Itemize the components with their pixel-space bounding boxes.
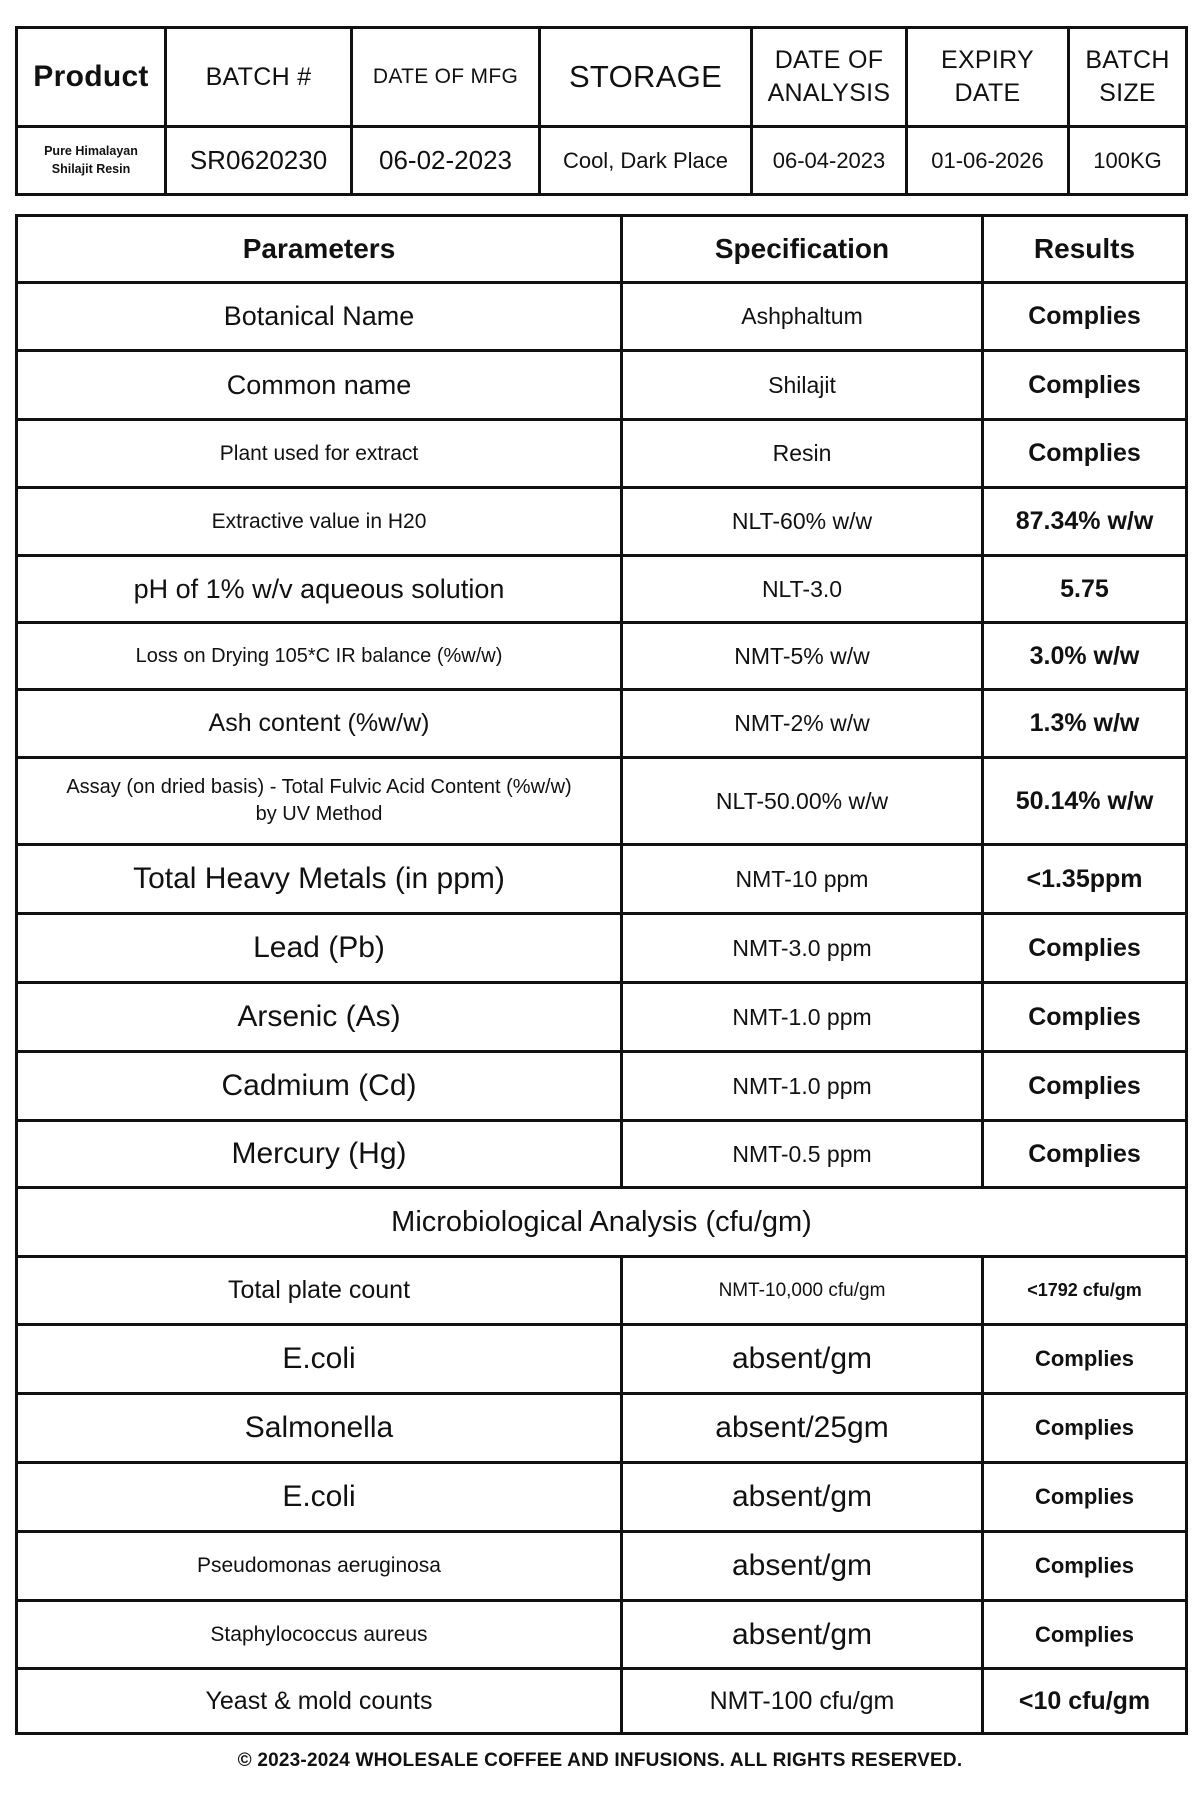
table-row — [17, 556, 1187, 623]
storage-value: Cool, Dark Place — [540, 127, 752, 195]
header-batch-size — [1069, 28, 1187, 127]
summary-value-row — [17, 127, 1187, 195]
table-row — [17, 983, 1187, 1052]
specification-cell: NMT-100 cfu/gm — [622, 1669, 983, 1734]
result-cell: Complies — [983, 351, 1187, 420]
parameter-cell: Common name — [17, 351, 622, 420]
result-cell: Complies — [983, 1121, 1187, 1188]
header-parameters: Parameters — [17, 216, 622, 283]
specification-cell: NMT-1.0 ppm — [622, 983, 983, 1052]
result-cell: Complies — [983, 420, 1187, 488]
parameter-cell: Assay (on dried basis) - Total Fulvic Acid Content (%w/w) by UV Method — [17, 758, 622, 845]
specification-cell: Ashphaltum — [622, 283, 983, 351]
header-batch-size-label: BATCH SIZE — [1085, 46, 1170, 107]
parameter-cell: Yeast & mold counts — [17, 1669, 622, 1734]
table-row — [17, 420, 1187, 488]
result-cell: Complies — [983, 1052, 1187, 1121]
parameter-cell: Ash content (%w/w) — [17, 690, 622, 758]
table-row — [17, 1601, 1187, 1669]
result-cell: 1.3% w/w — [983, 690, 1187, 758]
specification-cell: NLT-50.00% w/w — [622, 758, 983, 845]
specification-cell: NMT-1.0 ppm — [622, 1052, 983, 1121]
specification-cell: absent/gm — [622, 1532, 983, 1601]
parameter-cell: Lead (Pb) — [17, 914, 622, 983]
specification-cell: absent/gm — [622, 1463, 983, 1532]
date-of-mfg-value: 06-02-2023 — [352, 127, 540, 195]
specification-cell: absent/25gm — [622, 1394, 983, 1463]
specification-cell: absent/gm — [622, 1601, 983, 1669]
specification-cell: NMT-5% w/w — [622, 623, 983, 690]
product-name-line1: Pure Himalayan — [44, 144, 138, 158]
table-row — [17, 283, 1187, 351]
result-cell: Complies — [983, 1463, 1187, 1532]
specification-cell: NMT-3.0 ppm — [622, 914, 983, 983]
result-cell: Complies — [983, 1325, 1187, 1394]
header-date-of-mfg: DATE OF MFG — [352, 28, 540, 127]
specification-cell: absent/gm — [622, 1325, 983, 1394]
table-row — [17, 1052, 1187, 1121]
table-row — [17, 1325, 1187, 1394]
result-cell: Complies — [983, 914, 1187, 983]
batch-summary-table — [15, 26, 1188, 196]
product-name — [17, 127, 166, 195]
parameter-cell: Extractive value in H20 — [17, 488, 622, 556]
header-date-of-analysis-label: DATE OF ANALYSIS — [767, 46, 891, 107]
table-row — [17, 1121, 1187, 1188]
parameter-cell: Total plate count — [17, 1257, 622, 1325]
table-row — [17, 845, 1187, 914]
result-cell: <10 cfu/gm — [983, 1669, 1187, 1734]
summary-header-row — [17, 28, 1187, 127]
batch-number-value: SR0620230 — [166, 127, 352, 195]
specification-cell: NLT-60% w/w — [622, 488, 983, 556]
parameter-cell: Mercury (Hg) — [17, 1121, 622, 1188]
table-row — [17, 758, 1187, 845]
batch-size-value: 100KG — [1069, 127, 1187, 195]
parameter-cell: E.coli — [17, 1325, 622, 1394]
parameter-cell: Staphylococcus aureus — [17, 1601, 622, 1669]
parameter-cell: pH of 1% w/v aqueous solution — [17, 556, 622, 623]
header-batch-number: BATCH # — [166, 28, 352, 127]
header-expiry-date — [907, 28, 1069, 127]
result-cell: 3.0% w/w — [983, 623, 1187, 690]
parameter-cell: Salmonella — [17, 1394, 622, 1463]
parameter-cell: Arsenic (As) — [17, 983, 622, 1052]
result-cell: Complies — [983, 983, 1187, 1052]
specification-cell: Resin — [622, 420, 983, 488]
specification-cell: Shilajit — [622, 351, 983, 420]
result-cell: Complies — [983, 1601, 1187, 1669]
table-row — [17, 1669, 1187, 1734]
specification-cell: NMT-0.5 ppm — [622, 1121, 983, 1188]
header-storage: STORAGE — [540, 28, 752, 127]
result-cell: 50.14% w/w — [983, 758, 1187, 845]
table-row — [17, 914, 1187, 983]
analysis-table — [15, 214, 1188, 1735]
expiry-date-value: 01-06-2026 — [907, 127, 1069, 195]
copyright-footer: © 2023-2024 WHOLESALE COFFEE AND INFUSIONS. ALL RIGHTS RESERVED. — [237, 1750, 963, 1771]
header-expiry-date-label: EXPIRY DATE — [940, 46, 1035, 107]
table-row — [17, 1463, 1187, 1532]
microbiological-section-title: Microbiological Analysis (cfu/gm) — [17, 1188, 1187, 1257]
table-row — [17, 488, 1187, 556]
result-cell: Complies — [983, 283, 1187, 351]
date-of-analysis-value: 06-04-2023 — [752, 127, 907, 195]
parameter-cell: Botanical Name — [17, 283, 622, 351]
parameter-cell: Cadmium (Cd) — [17, 1052, 622, 1121]
parameter-cell: Loss on Drying 105*C IR balance (%w/w) — [17, 623, 622, 690]
specification-cell: NMT-2% w/w — [622, 690, 983, 758]
parameter-cell: Total Heavy Metals (in ppm) — [17, 845, 622, 914]
table-row — [17, 623, 1187, 690]
product-name-line2: Shilajit Resin — [51, 161, 131, 176]
specification-cell: NMT-10 ppm — [622, 845, 983, 914]
header-date-of-analysis — [752, 28, 907, 127]
table-row — [17, 1257, 1187, 1325]
table-row — [17, 1532, 1187, 1601]
header-product: Product — [17, 28, 166, 127]
result-cell: Complies — [983, 1532, 1187, 1601]
analysis-header-row — [17, 216, 1187, 283]
table-row — [17, 351, 1187, 420]
parameter-cell: E.coli — [17, 1463, 622, 1532]
table-row — [17, 1394, 1187, 1463]
result-cell: <1792 cfu/gm — [983, 1257, 1187, 1325]
result-cell: 5.75 — [983, 556, 1187, 623]
result-cell: <1.35ppm — [983, 845, 1187, 914]
specification-cell: NMT-10,000 cfu/gm — [622, 1257, 983, 1325]
result-cell: 87.34% w/w — [983, 488, 1187, 556]
section-header-row — [17, 1188, 1187, 1257]
header-results: Results — [983, 216, 1187, 283]
result-cell: Complies — [983, 1394, 1187, 1463]
parameter-cell: Plant used for extract — [17, 420, 622, 488]
table-row — [17, 690, 1187, 758]
specification-cell: NLT-3.0 — [622, 556, 983, 623]
header-specification: Specification — [622, 216, 983, 283]
parameter-cell: Pseudomonas aeruginosa — [17, 1532, 622, 1601]
